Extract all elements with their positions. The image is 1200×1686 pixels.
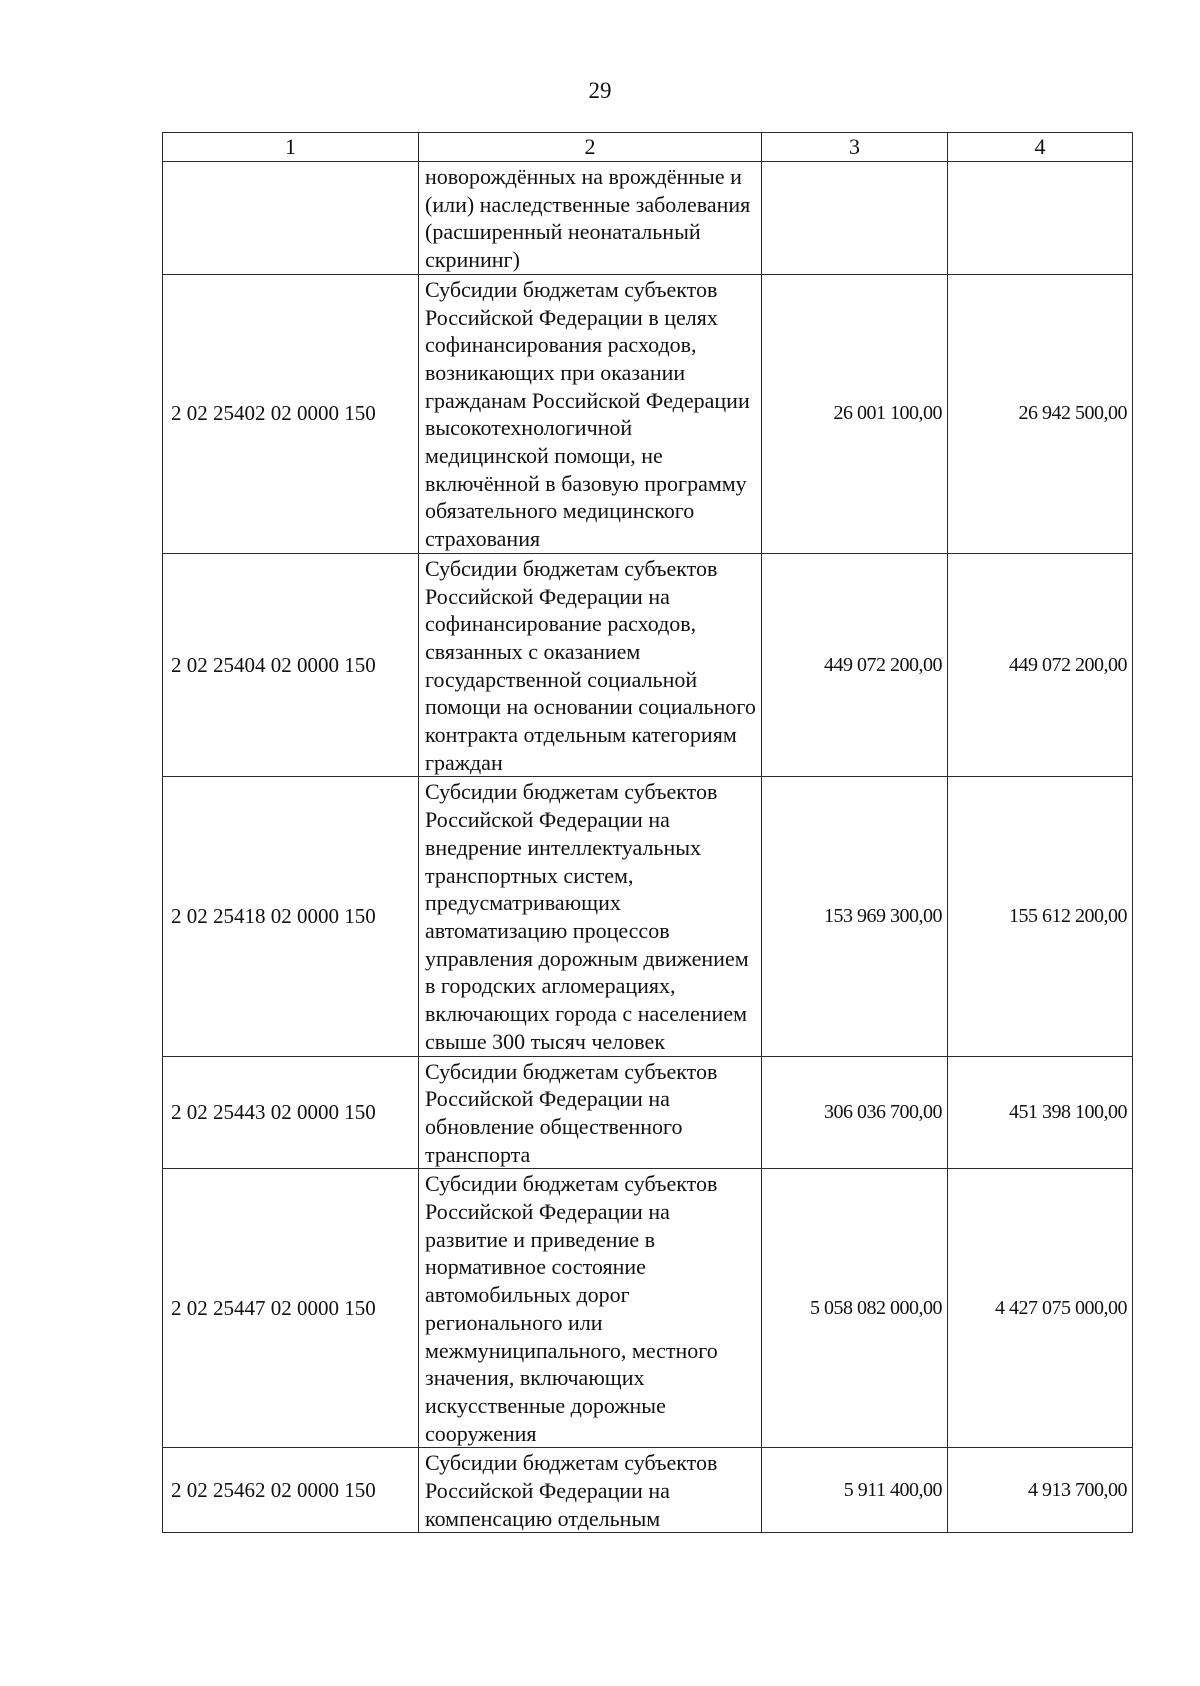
amount-col4-cell: 451 398 100,00 — [948, 1056, 1133, 1169]
table-row — [163, 162, 1133, 275]
amount-col3-cell — [762, 162, 948, 275]
budget-code-cell: 2 02 25443 02 0000 150 — [163, 1056, 419, 1169]
page-number: 29 — [588, 78, 612, 103]
amount-col3-cell: 5 911 400,00 — [762, 1448, 948, 1533]
description-cell: Субсидии бюджетам субъектов Российской Федерации на внедрение интеллектуальных транспортных систем, предусматривающих автоматизацию процессов управления дорожным движением в городских агломерациях, включающих города с населением свыше 300 тысяч человек — [419, 777, 762, 1056]
column-header-4: 4 — [948, 133, 1133, 162]
description-cell: Субсидии бюджетам субъектов Российской Федерации на развитие и приведение в нормативное состояние автомобильных дорог регионального или межмуниципального, местного значения, включающих искусственные дорожные сооружения — [419, 1169, 762, 1448]
amount-col3-cell: 153 969 300,00 — [762, 777, 948, 1056]
budget-code-cell: 2 02 25402 02 0000 150 — [163, 274, 419, 553]
budget-table — [162, 132, 1133, 1533]
column-header-1: 1 — [163, 133, 419, 162]
amount-col3-cell: 5 058 082 000,00 — [762, 1169, 948, 1448]
table-header-row — [163, 133, 1133, 162]
amount-col3-cell: 26 001 100,00 — [762, 274, 948, 553]
budget-code-cell: 2 02 25404 02 0000 150 — [163, 553, 419, 777]
table-row — [163, 553, 1133, 777]
budget-code-cell — [163, 162, 419, 275]
table-row — [163, 777, 1133, 1056]
budget-code-cell: 2 02 25462 02 0000 150 — [163, 1448, 419, 1533]
description-cell: Субсидии бюджетам субъектов Российской Федерации на обновление общественного транспорта — [419, 1056, 762, 1169]
column-header-3: 3 — [762, 133, 948, 162]
amount-col4-cell: 449 072 200,00 — [948, 553, 1133, 777]
amount-col4-cell: 155 612 200,00 — [948, 777, 1133, 1056]
description-cell: Субсидии бюджетам субъектов Российской Федерации на компенсацию отдельным — [419, 1448, 762, 1533]
amount-col3-cell: 449 072 200,00 — [762, 553, 948, 777]
amount-col4-cell — [948, 162, 1133, 275]
table-row — [163, 274, 1133, 553]
table-row — [163, 1448, 1133, 1533]
table-row — [163, 1056, 1133, 1169]
amount-col4-cell: 4 913 700,00 — [948, 1448, 1133, 1533]
budget-code-cell: 2 02 25418 02 0000 150 — [163, 777, 419, 1056]
amount-col4-cell: 4 427 075 000,00 — [948, 1169, 1133, 1448]
table-row — [163, 1169, 1133, 1448]
budget-code-cell: 2 02 25447 02 0000 150 — [163, 1169, 419, 1448]
description-cell: новорождённых на врождённые и (или) наследственные заболевания (расширенный неонатальный скрининг) — [419, 162, 762, 275]
amount-col4-cell: 26 942 500,00 — [948, 274, 1133, 553]
description-cell: Субсидии бюджетам субъектов Российской Федерации в целях софинансирования расходов, возникающих при оказании гражданам Российской Федерации высокотехнологичной медицинской помощи, не включённой в базовую программу обязательного медицинского страхования — [419, 274, 762, 553]
column-header-2: 2 — [419, 133, 762, 162]
description-cell: Субсидии бюджетам субъектов Российской Федерации на софинансирование расходов, связанных с оказанием государственной социальной помощи на основании социального контракта отдельным категориям граждан — [419, 553, 762, 777]
amount-col3-cell: 306 036 700,00 — [762, 1056, 948, 1169]
